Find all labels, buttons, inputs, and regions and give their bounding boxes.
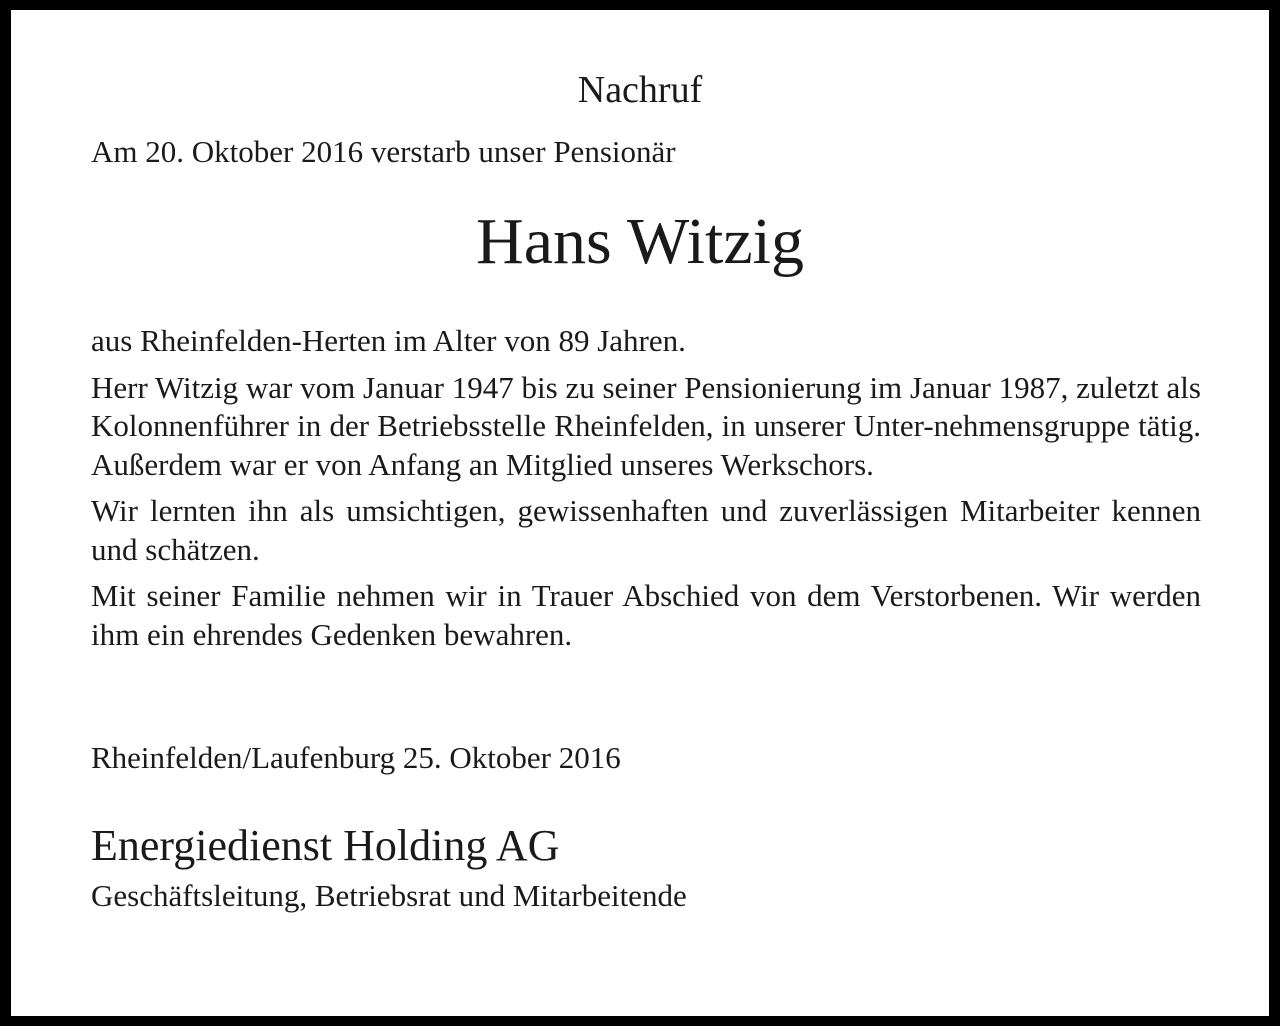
obituary-body (91, 322, 1201, 662)
deceased-name: Hans Witzig (476, 205, 804, 278)
intro-line: Am 20. Oktober 2016 verstarb unser Pensionär (91, 134, 676, 169)
paragraph-farewell: Mit seiner Familie nehmen wir in Trauer Abschied von dem Verstorbenen. Wir werden ihm ein ehrendes Gedenken bewahren. (91, 578, 1201, 652)
company-name: Energiedienst Holding AG (91, 821, 560, 870)
signatories: Geschäftsleitung, Betriebsrat und Mitarbeitende (91, 878, 687, 913)
place-date: Rheinfelden/Laufenburg 25. Oktober 2016 (91, 740, 621, 775)
notice-heading: Nachruf (577, 69, 703, 111)
paragraph-appreciation: Wir lernten ihn als umsichtigen, gewissenhaften und zuverlässigen Mitarbeiter kennen und schätzen. (91, 493, 1201, 567)
paragraph-career: Herr Witzig war vom Januar 1947 bis zu seiner Pensionierung im Januar 1987, zuletzt als Kolonnenführer in der Betriebsstelle Rheinfelden, in unserer Unter-nehmensgruppe tätig. Außerdem war er von Anfang an Mitglied unseres Werkschors. (91, 369, 1201, 482)
obituary-notice (11, 10, 1269, 1016)
paragraph-origin: aus Rheinfelden-Herten im Alter von 89 Jahren. (91, 323, 686, 358)
